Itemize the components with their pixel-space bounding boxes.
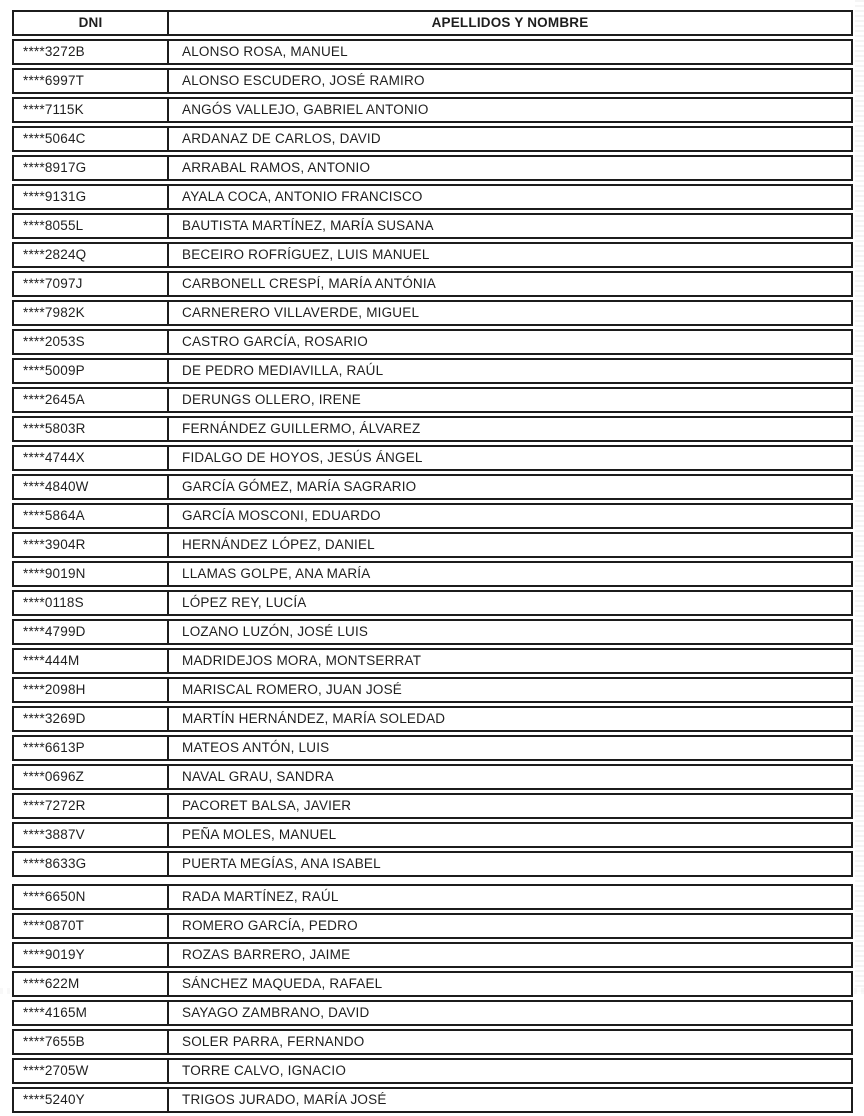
dni-cell: ****9131G [23, 189, 87, 204]
name-cell: CARBONELL CRESPÍ, MARÍA ANTÓNIA [167, 273, 851, 295]
name-cell: PEÑA MOLES, MANUEL [167, 824, 851, 846]
dni-cell: ****8055L [23, 218, 84, 233]
dni-cell: ****444M [23, 653, 80, 668]
name-cell: AYALA COCA, ANTONIO FRANCISCO [167, 186, 851, 208]
dni-cell: ****4840W [23, 479, 89, 494]
table-row [12, 97, 853, 123]
dni-cell: ****5064C [23, 131, 86, 146]
table-row [12, 329, 853, 355]
dni-name-table [12, 10, 853, 1116]
table-row [12, 913, 853, 939]
table-row [12, 590, 853, 616]
dni-cell: ****6997T [23, 73, 85, 88]
dni-cell: ****5009P [23, 363, 85, 378]
dni-cell: ****2824Q [23, 247, 87, 262]
table-row [12, 271, 853, 297]
table-row [12, 126, 853, 152]
name-cell: DE PEDRO MEDIAVILLA, RAÚL [167, 360, 851, 382]
table-row [12, 155, 853, 181]
table-row [12, 706, 853, 732]
name-cell: ROZAS BARRERO, JAIME [167, 944, 851, 966]
dni-cell: ****4165M [23, 1005, 88, 1020]
table-row [12, 474, 853, 500]
name-cell: MARISCAL ROMERO, JUAN JOSÉ [167, 679, 851, 701]
name-cell: ALONSO ROSA, MANUEL [167, 41, 851, 63]
dni-cell: ****2645A [23, 392, 85, 407]
dni-cell: ****9019N [23, 566, 86, 581]
name-cell: PUERTA MEGÍAS, ANA ISABEL [167, 853, 851, 875]
dni-cell: ****2098H [23, 682, 86, 697]
table-row [12, 445, 853, 471]
name-cell: GARCÍA GÓMEZ, MARÍA SAGRARIO [167, 476, 851, 498]
dni-cell: ****7272R [23, 798, 86, 813]
dni-cell: ****4799D [23, 624, 86, 639]
dni-cell: ****3904R [23, 537, 86, 552]
table-row [12, 387, 853, 413]
name-cell: ALONSO ESCUDERO, JOSÉ RAMIRO [167, 70, 851, 92]
name-cell: BAUTISTA MARTÍNEZ, MARÍA SUSANA [167, 215, 851, 237]
table-row [12, 561, 853, 587]
table-row [12, 884, 853, 910]
column-header-apellidos-nombre: APELLIDOS Y NOMBRE [167, 12, 851, 34]
table-row [12, 648, 853, 674]
dni-cell: ****622M [23, 976, 80, 991]
table-row [12, 619, 853, 645]
name-cell: MADRIDEJOS MORA, MONTSERRAT [167, 650, 851, 672]
dni-cell: ****0118S [23, 595, 84, 610]
dni-cell: ****3272B [23, 44, 85, 59]
table-row [12, 532, 853, 558]
name-cell: FERNÁNDEZ GUILLERMO, ÁLVAREZ [167, 418, 851, 440]
dni-cell: ****5864A [23, 508, 85, 523]
name-cell: FIDALGO DE HOYOS, JESÚS ÁNGEL [167, 447, 851, 469]
name-cell: LÓPEZ REY, LUCÍA [167, 592, 851, 614]
name-cell: RADA MARTÍNEZ, RAÚL [167, 886, 851, 908]
table-row [12, 735, 853, 761]
dni-cell: ****7982K [23, 305, 85, 320]
table-row [12, 39, 853, 65]
dni-cell: ****5240Y [23, 1092, 85, 1107]
dni-cell: ****6650N [23, 889, 86, 904]
name-cell: DERUNGS OLLERO, IRENE [167, 389, 851, 411]
table-body [12, 39, 853, 1113]
table-row [12, 764, 853, 790]
table-row [12, 971, 853, 997]
dni-cell: ****3269D [23, 711, 86, 726]
dni-cell: ****2705W [23, 1063, 89, 1078]
table-row [12, 300, 853, 326]
name-cell: MATEOS ANTÓN, LUIS [167, 737, 851, 759]
dni-cell: ****5803R [23, 421, 86, 436]
dni-cell: ****2053S [23, 334, 85, 349]
dni-cell: ****4744X [23, 450, 85, 465]
table-row [12, 851, 853, 877]
dni-cell: ****7115K [23, 102, 84, 117]
name-cell: CARNERERO VILLAVERDE, MIGUEL [167, 302, 851, 324]
table-row [12, 1058, 853, 1084]
name-cell: ROMERO GARCÍA, PEDRO [167, 915, 851, 937]
dni-cell: ****6613P [23, 740, 85, 755]
name-cell: PACORET BALSA, JAVIER [167, 795, 851, 817]
table-header-row [12, 10, 853, 36]
name-cell: MARTÍN HERNÁNDEZ, MARÍA SOLEDAD [167, 708, 851, 730]
dni-cell: ****9019Y [23, 947, 85, 962]
dni-cell: ****8917G [23, 160, 87, 175]
name-cell: LLAMAS GOLPE, ANA MARÍA [167, 563, 851, 585]
table-row [12, 822, 853, 848]
dni-cell: ****0870T [23, 918, 85, 933]
name-cell: GARCÍA MOSCONI, EDUARDO [167, 505, 851, 527]
scan-edge-artifact [855, 0, 864, 994]
table-row [12, 677, 853, 703]
name-cell: LOZANO LUZÓN, JOSÉ LUIS [167, 621, 851, 643]
dni-cell: ****3887V [23, 827, 85, 842]
name-cell: NAVAL GRAU, SANDRA [167, 766, 851, 788]
name-cell: ANGÓS VALLEJO, GABRIEL ANTONIO [167, 99, 851, 121]
table-row [12, 213, 853, 239]
table-row [12, 358, 853, 384]
column-header-dni: DNI [78, 15, 103, 30]
dni-cell: ****0696Z [23, 769, 85, 784]
table-row [12, 1087, 853, 1113]
table-row [12, 503, 853, 529]
dni-cell: ****8633G [23, 856, 87, 871]
name-cell: ARDANAZ DE CARLOS, DAVID [167, 128, 851, 150]
table-row [12, 184, 853, 210]
name-cell: HERNÁNDEZ LÓPEZ, DANIEL [167, 534, 851, 556]
name-cell: ARRABAL RAMOS, ANTONIO [167, 157, 851, 179]
table-row [12, 793, 853, 819]
table-row [12, 242, 853, 268]
dni-cell: ****7097J [23, 276, 83, 291]
table-row [12, 1029, 853, 1055]
name-cell: BECEIRO ROFRÍGUEZ, LUIS MANUEL [167, 244, 851, 266]
name-cell: TRIGOS JURADO, MARÍA JOSÉ [167, 1089, 851, 1111]
name-cell: SAYAGO ZAMBRANO, DAVID [167, 1002, 851, 1024]
table-row [12, 1000, 853, 1026]
table-row [12, 68, 853, 94]
name-cell: CASTRO GARCÍA, ROSARIO [167, 331, 851, 353]
table-row [12, 942, 853, 968]
dni-cell: ****7655B [23, 1034, 85, 1049]
name-cell: SÁNCHEZ MAQUEDA, RAFAEL [167, 973, 851, 995]
name-cell: TORRE CALVO, IGNACIO [167, 1060, 851, 1082]
name-cell: SOLER PARRA, FERNANDO [167, 1031, 851, 1053]
table-row [12, 416, 853, 442]
